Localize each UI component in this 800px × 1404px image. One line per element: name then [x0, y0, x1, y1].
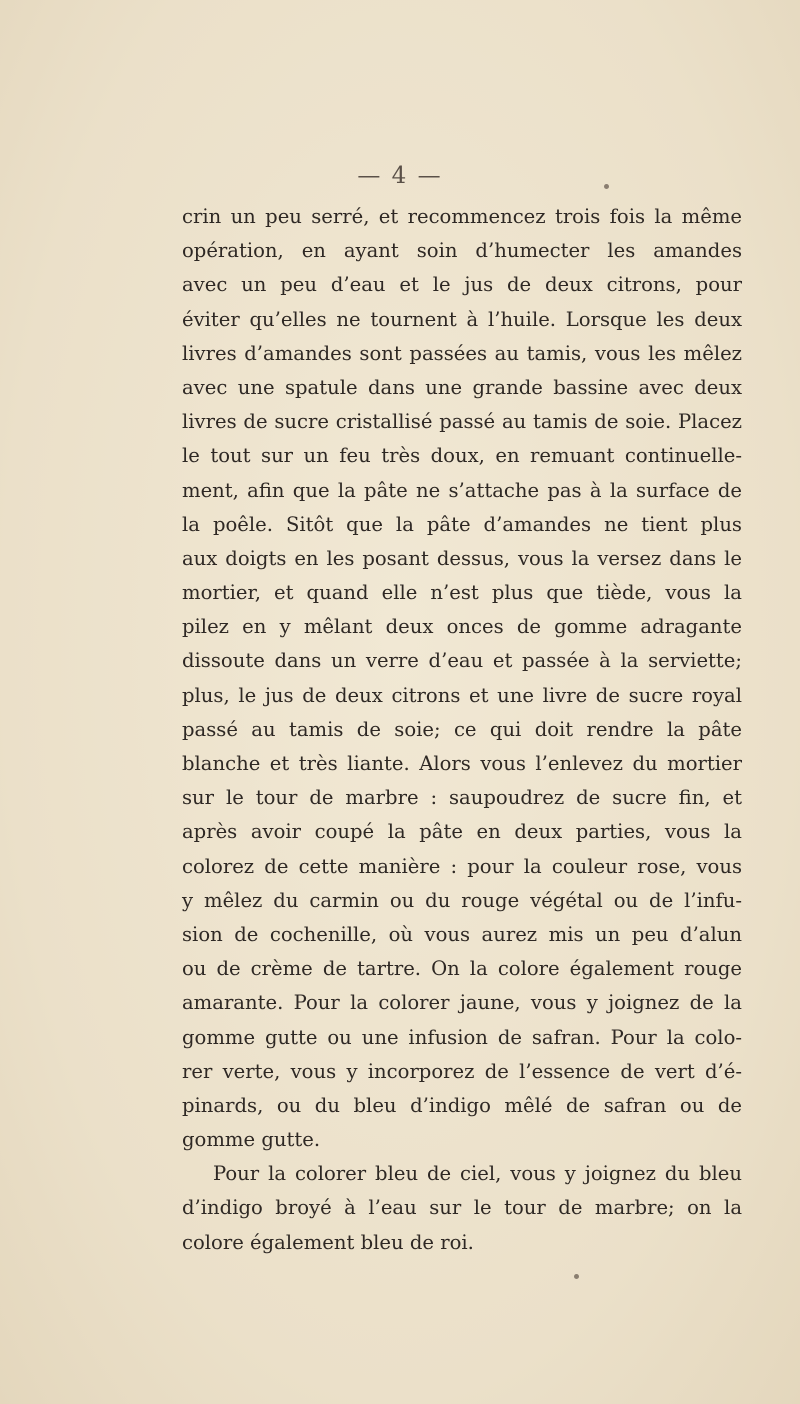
text-line: ment, afin que la pâte ne s’attache pas à la surface de	[182, 478, 742, 502]
text-line: livres de sucre cristallisé passé au tamis de soie. Placez	[182, 410, 742, 434]
text-line: pilez en y mêlant deux onces de gomme adragante	[182, 615, 742, 639]
text-line: d’indigo broyé à l’eau sur le tour de marbre; on la	[182, 1196, 742, 1220]
page-number: — 4 —	[357, 163, 443, 189]
text-line: plus, le jus de deux citrons et une livre de sucre royal	[182, 683, 742, 707]
text-line: livres d’amandes sont passées au tamis, vous les mêlez	[182, 341, 742, 365]
text-line: le tout sur un feu très doux, en remuant continuelle-	[182, 444, 742, 468]
text-line: crin un peu serré, et recommencez trois fois la même	[182, 205, 742, 228]
paragraph-1	[182, 200, 742, 1157]
text-line: avec un peu d’eau et le jus de deux citrons, pour	[182, 273, 742, 297]
text-line: pinards, ou du bleu d’indigo mêlé de safran ou de	[182, 1093, 742, 1117]
text-line: blanche et très liante. Alors vous l’enlevez du mortier	[182, 752, 742, 775]
text-line: éviter qu’elles ne tournent à l’huile. Lorsque les deux	[182, 307, 742, 331]
text-line: sur le tour de marbre : saupoudrez de sucre fin, et	[182, 786, 742, 810]
text-line: aux doigts en les posant dessus, vous la versez dans le	[182, 546, 742, 570]
text-line: rer verte, vous y incorporez de l’essence de vert d’é-	[182, 1059, 742, 1083]
text-line: opération, en ayant soin d’humecter les amandes	[182, 239, 742, 263]
text-line: ou de crème de tartre. On la colore également rouge	[182, 957, 742, 981]
text-line: gomme gutte ou une infusion de safran. Pour la colo-	[182, 1025, 742, 1049]
text-line: avec une spatule dans une grande bassine avec deux	[182, 375, 742, 399]
paragraph-2	[182, 1157, 742, 1260]
text-line: y mêlez du carmin ou du rouge végétal ou de l’infu-	[182, 888, 742, 912]
text-line: passé au tamis de soie; ce qui doit rendre la pâte	[182, 717, 742, 741]
text-line: gomme gutte.	[182, 1128, 321, 1152]
text-line: dissoute dans un verre d’eau et passée à la serviette;	[182, 649, 742, 673]
text-line: amarante. Pour la colorer jaune, vous y joignez de la	[182, 991, 742, 1015]
body-text	[182, 200, 742, 1260]
text-line: après avoir coupé la pâte en deux parties, vous la	[182, 820, 742, 844]
text-line: colorez de cette manière : pour la couleur rose, vous	[182, 854, 742, 878]
text-line: mortier, et quand elle n’est plus que tiède, vous la	[182, 581, 742, 605]
text-line: colore également bleu de roi.	[182, 1230, 474, 1254]
paper-speck	[574, 1274, 579, 1279]
text-line: sion de cochenille, où vous aurez mis un peu d’alun	[182, 922, 742, 946]
text-line: la poêle. Sitôt que la pâte d’amandes ne tient plus	[182, 512, 742, 536]
paper-speck	[604, 184, 609, 189]
text-line: Pour la colorer bleu de ciel, vous y joignez du bleu	[213, 1162, 742, 1186]
